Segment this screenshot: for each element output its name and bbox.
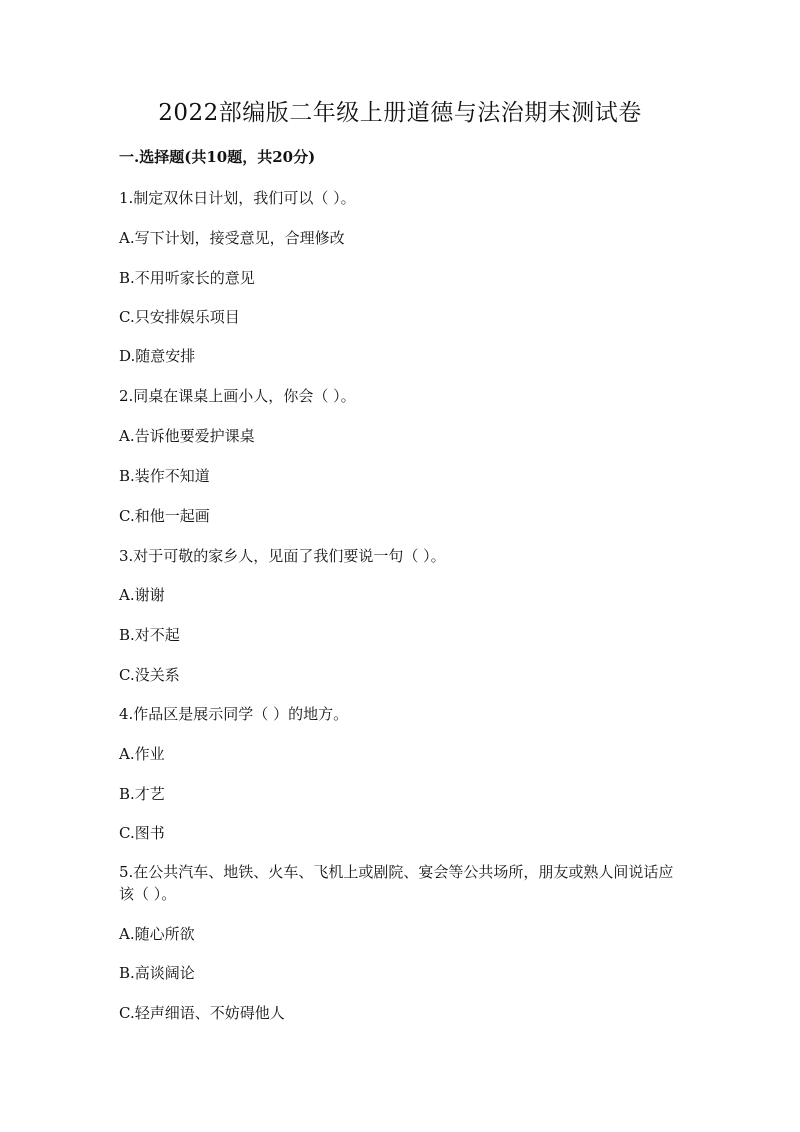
question-3-option-b: B.对不起 — [119, 626, 180, 644]
question-1-option-b: B.不用听家长的意见 — [119, 269, 255, 287]
question-3-option-c: C.没关系 — [119, 666, 180, 684]
question-2-option-c: C.和他一起画 — [119, 507, 210, 525]
exam-title: 2022部编版二年级上册道德与法治期末测试卷 — [158, 100, 642, 126]
question-3-option-a: A.谢谢 — [119, 586, 165, 604]
question-5-option-a: A.随心所欲 — [119, 925, 195, 943]
question-5-option-c: C.轻声细语、不妨碍他人 — [119, 1004, 285, 1022]
question-1-stem: 1.制定双休日计划，我们可以（ ）。 — [119, 189, 356, 207]
question-2-option-a: A.告诉他要爱护课桌 — [119, 427, 255, 445]
question-4-option-a: A.作业 — [119, 745, 165, 763]
question-1-option-a: A.写下计划，接受意见，合理修改 — [119, 229, 345, 247]
question-2-option-b: B.装作不知道 — [119, 467, 210, 485]
question-1-option-c: C.只安排娱乐项目 — [119, 308, 240, 326]
question-5-option-b: B.高谈阔论 — [119, 964, 195, 982]
question-5-stem: 5.在公共汽车、地铁、火车、飞机上或剧院、宴会等公共场所，朋友或熟人间说话应该（ ）。 — [119, 863, 674, 903]
question-3-stem: 3.对于可敬的家乡人，见面了我们要说一句（ ）。 — [119, 547, 446, 565]
section-heading: 一.选择题(共10题，共20分) — [119, 148, 316, 166]
question-4-option-c: C.图书 — [119, 824, 165, 842]
question-4-stem: 4.作品区是展示同学（ ）的地方。 — [119, 705, 349, 723]
question-2-stem: 2.同桌在课桌上画小人，你会（ ）。 — [119, 387, 356, 405]
question-1-option-d: D.随意安排 — [119, 347, 196, 365]
question-4-option-b: B.才艺 — [119, 785, 165, 803]
